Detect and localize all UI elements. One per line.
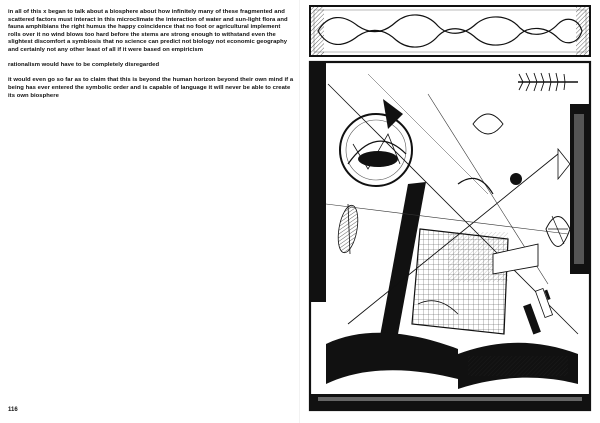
page-number: 116 [8,407,18,413]
paragraph-3: it would even go so far as to claim that this is beyond the human horizon beyond their own mind if a being has ever entered the symbolic order and is capable of language it will never be able to create its own biosphere [8,77,294,99]
body-text [8,9,294,108]
right-page [300,0,600,423]
paragraph-2: rationalism would have to be completely disregarded [8,62,160,69]
paragraph-1: in all of this x began to talk about a biosphere about how infinitely many of these fragmented and scattered factors must interact in this microclimate the interaction of water and sun-light flora and fauna amphibians the right humus the happy coincidence that no foot or agricultural implement rolls over it no wind blows too hard before the stems are strong enough to withstand even the slightest discomfort a symbiosis that no science can predict not biology not economic geography and certainly not any other least of all if it were based on empiricism [8,9,288,53]
pencil-drawing-illustration-icon [308,4,592,413]
